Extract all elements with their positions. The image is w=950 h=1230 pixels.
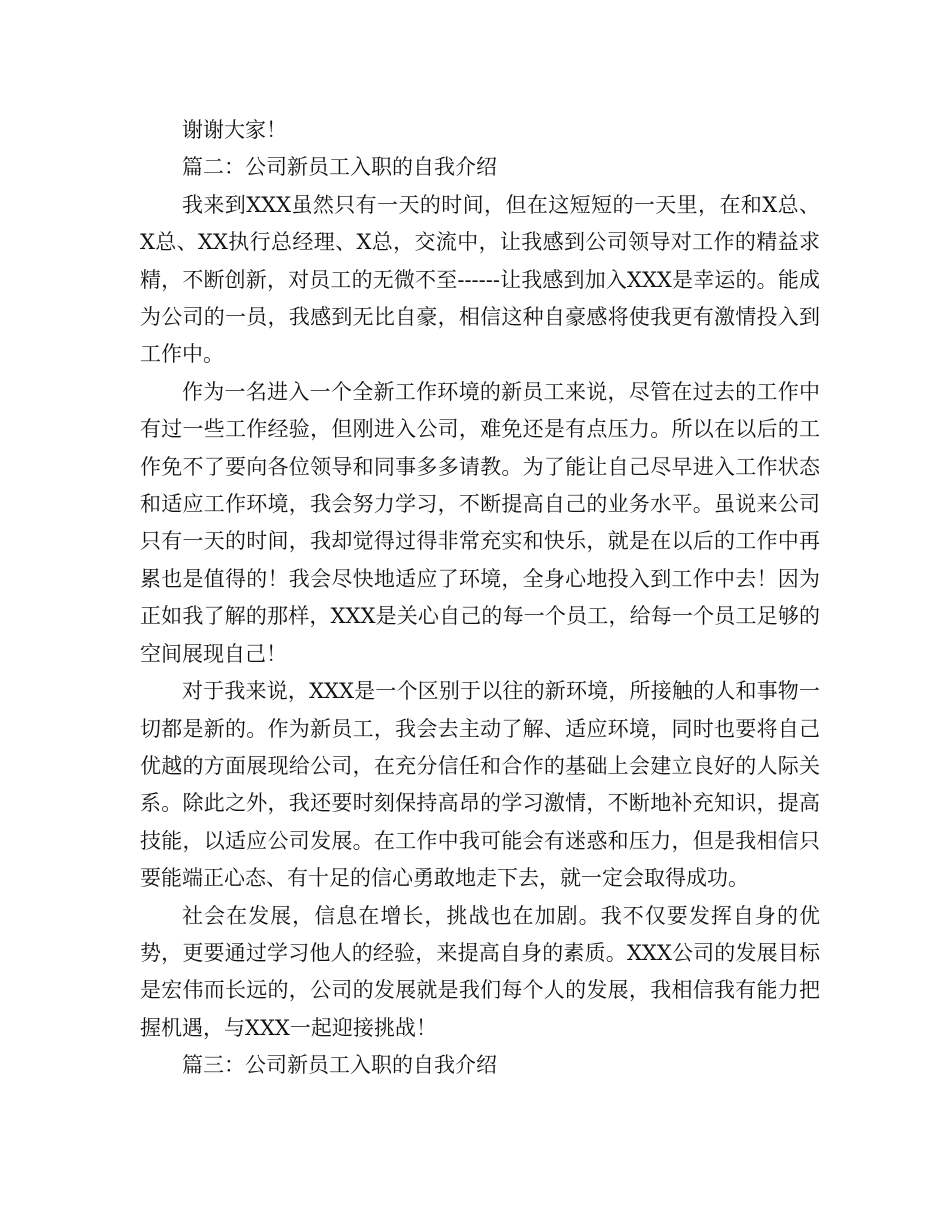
paragraph-2: 作为一名进入一个全新工作环境的新员工来说，尽管在过去的工作中有过一些工作经验，但刚进入公司，难免还是有点压力。所以在以后的工作免不了要向各位领导和同事多多请教。为了能让自己尽早进入工作状态和适应工作环境，我会努力学习，不断提高自己的业务水平。虽说来公司只有一天的时间，我却觉得过得非常充实和快乐，就是在以后的工作中再累也是值得的！我会尽快地适应了环境，全身心地投入到工作中去！因为正如我了解的那样，XXX是关心自己的每一个员工，给每一个员工足够的空间展现自己！ <box>140 379 820 666</box>
paragraph-4: 社会在发展，信息在增长，挑战也在加剧。我不仅要发挥自身的优势，更要通过学习他人的经验，来提高自身的素质。XXX公司的发展目标是宏伟而长远的，公司的发展就是我们每个人的发展，我相信我有能力把握机遇，与XXX一起迎接挑战！ <box>140 903 820 1040</box>
section-heading-3: 篇三：公司新员工入职的自我介绍 <box>182 1053 497 1078</box>
section-heading-2: 篇二：公司新员工入职的自我介绍 <box>182 155 497 180</box>
closing-thanks: 谢谢大家！ <box>182 118 287 142</box>
paragraph-1: 我来到XXX虽然只有一天的时间，但在这短短的一天里，在和X总、X总、XX执行总经理、X总，交流中，让我感到公司领导对工作的精益求精，不断创新，对员工的无微不至------让我感到加入XXX是幸运的。能成为公司的一员，我感到无比自豪，相信这种自豪感将使我更有激情投入到工作中。 <box>140 192 820 367</box>
paragraph-3: 对于我来说，XXX是一个区别于以往的新环境，所接触的人和事物一切都是新的。作为新员工，我会去主动了解、适应环境，同时也要将自己优越的方面展现给公司，在充分信任和合作的基础上会建立良好的人际关系。除此之外，我还要时刻保持高昂的学习激情，不断地补充知识，提高技能，以适应公司发展。在工作中我可能会有迷惑和压力，但是我相信只要能端正心态、有十足的信心勇敢地走下去，就一定会取得成功。 <box>140 679 820 891</box>
document-body <box>140 112 820 1085</box>
